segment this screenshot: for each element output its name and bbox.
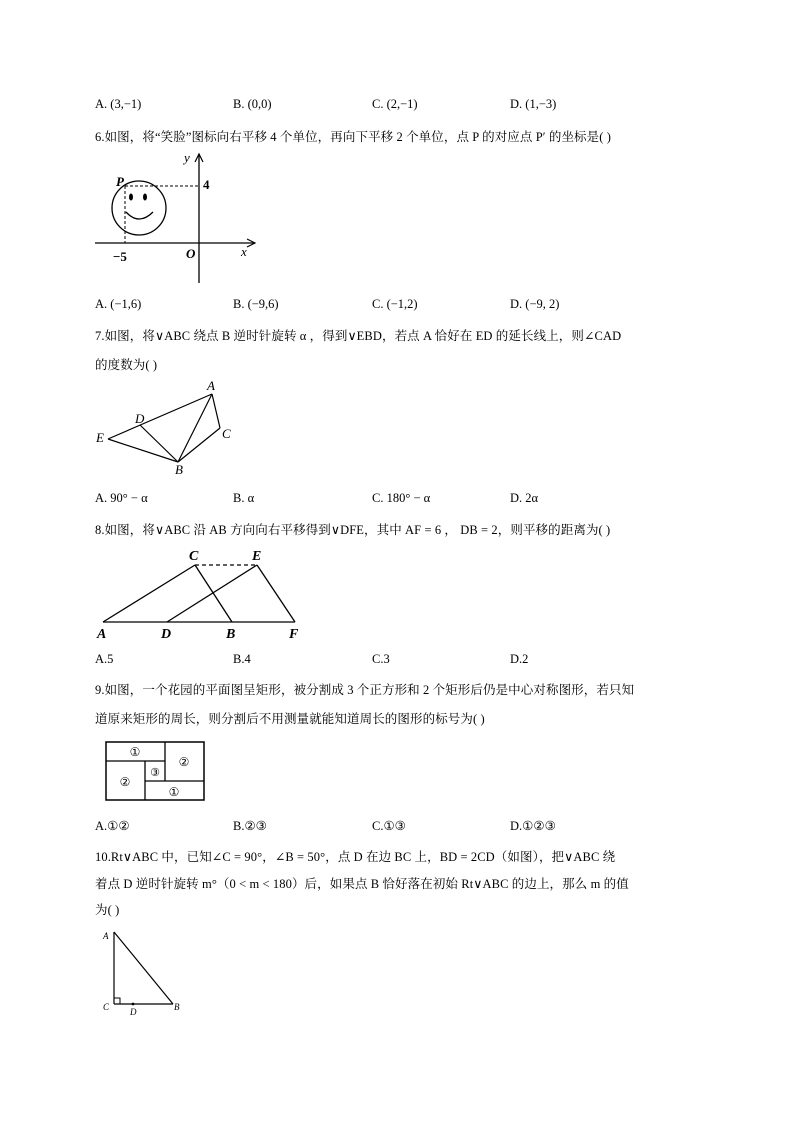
label-d: D [161, 627, 172, 642]
label-b: B [174, 1002, 180, 1012]
q8-option-a: A.5 [95, 652, 114, 666]
smiley-mouth [126, 212, 153, 219]
q6-option-c: C. (−1,2) [372, 297, 418, 311]
label-b: B [175, 462, 183, 477]
label-e: E [96, 430, 104, 445]
label-region-1-bottom: ① [168, 785, 180, 799]
smiley-face [112, 181, 166, 235]
label-f: F [289, 627, 299, 642]
label-p: P [116, 174, 124, 189]
q7-stem-line2: 的度数为( ) [95, 358, 158, 372]
q10-stem-line3: 为( ) [95, 903, 120, 917]
q5-option-d: D. (1,−3) [510, 97, 557, 111]
label-y: y [184, 150, 190, 165]
q10-stem-line1: 10.Rt∨ABC 中，已知∠C = 90°，∠B = 50°，点 D 在边 BC 上，BD = 2CD（如图），把∨ABC 绕 [95, 850, 616, 864]
label-o: O [186, 246, 196, 261]
q8-option-b: B.4 [233, 652, 251, 666]
q8-option-c: C.3 [372, 652, 390, 666]
q8-translation-figure [95, 545, 315, 645]
label-4: 4 [203, 177, 210, 192]
q9-option-b: B.②③ [233, 819, 267, 833]
q7-stem-line1: 7.如图，将∨ABC 绕点 B 逆时针旋转 α ，得到∨EBD，若点 A 恰好在 ED 的延长线上，则∠CAD [95, 329, 622, 343]
label-region-3: ③ [150, 767, 160, 779]
q7-option-b: B. α [233, 491, 255, 505]
label-x: x [241, 244, 247, 259]
q5-option-b: B. (0,0) [233, 97, 272, 111]
q6-option-d: D. (−9, 2) [510, 297, 560, 311]
q9-garden-figure [104, 740, 208, 804]
label-c: C [103, 1002, 110, 1012]
q9-option-d: D.①②③ [510, 819, 556, 833]
label-d: D [135, 411, 145, 426]
q9-stem-line1: 9.如图，一个花园的平面图呈矩形，被分割成 3 个正方形和 2 个矩形后仍是中心对称图形，若只知 [95, 683, 635, 697]
q5-option-c: C. (2,−1) [372, 97, 418, 111]
label-region-2-right: ② [178, 755, 190, 769]
q10-right-triangle-figure [98, 926, 190, 1018]
q9-option-a: A.①② [95, 819, 130, 833]
q7-option-c: C. 180° − α [372, 491, 431, 505]
q7-rotation-figure [92, 376, 242, 481]
q7-option-d: D. 2α [510, 491, 539, 505]
q6-smiley-figure [95, 148, 265, 288]
label-region-2-left: ② [119, 775, 131, 789]
label-a: A [207, 378, 215, 393]
label-a: A [97, 627, 107, 642]
label-e: E [252, 549, 262, 564]
q10-stem-line2: 着点 D 逆时针旋转 m°（0 < m < 180）后，如果点 B 恰好落在初始 Rt∨ABC 的边上，那么 m 的值 [95, 877, 629, 891]
label-c: C [189, 549, 199, 564]
label-d: D [130, 1007, 137, 1017]
smiley-right-eye [143, 194, 147, 201]
smiley-left-eye [129, 194, 133, 201]
q9-option-c: C.①③ [372, 819, 406, 833]
q9-stem-line2: 道原来矩形的周长，则分割后不用测量就能知道周长的图形的标号为( ) [95, 712, 485, 726]
label-region-1-top: ① [129, 745, 141, 759]
q8-option-d: D.2 [510, 652, 529, 666]
label-a: A [103, 931, 109, 941]
q6-stem: 6.如图，将“笑脸”图标向右平移 4 个单位，再向下平移 2 个单位，点 P 的对应点 P′ 的坐标是( ) [95, 130, 611, 144]
q8-stem: 8.如图，将∨ABC 沿 AB 方向向右平移得到∨DFE，其中 AF = 6 ， DB = 2，则平移的距离为( ) [95, 523, 611, 537]
q6-option-a: A. (−1,6) [95, 297, 142, 311]
label-c: C [222, 426, 231, 441]
label-b: B [226, 627, 236, 642]
q7-option-a: A. 90° − α [95, 491, 148, 505]
q6-option-b: B. (−9,6) [233, 297, 279, 311]
q5-option-a: A. (3,−1) [95, 97, 142, 111]
label-neg5: −5 [113, 249, 127, 264]
